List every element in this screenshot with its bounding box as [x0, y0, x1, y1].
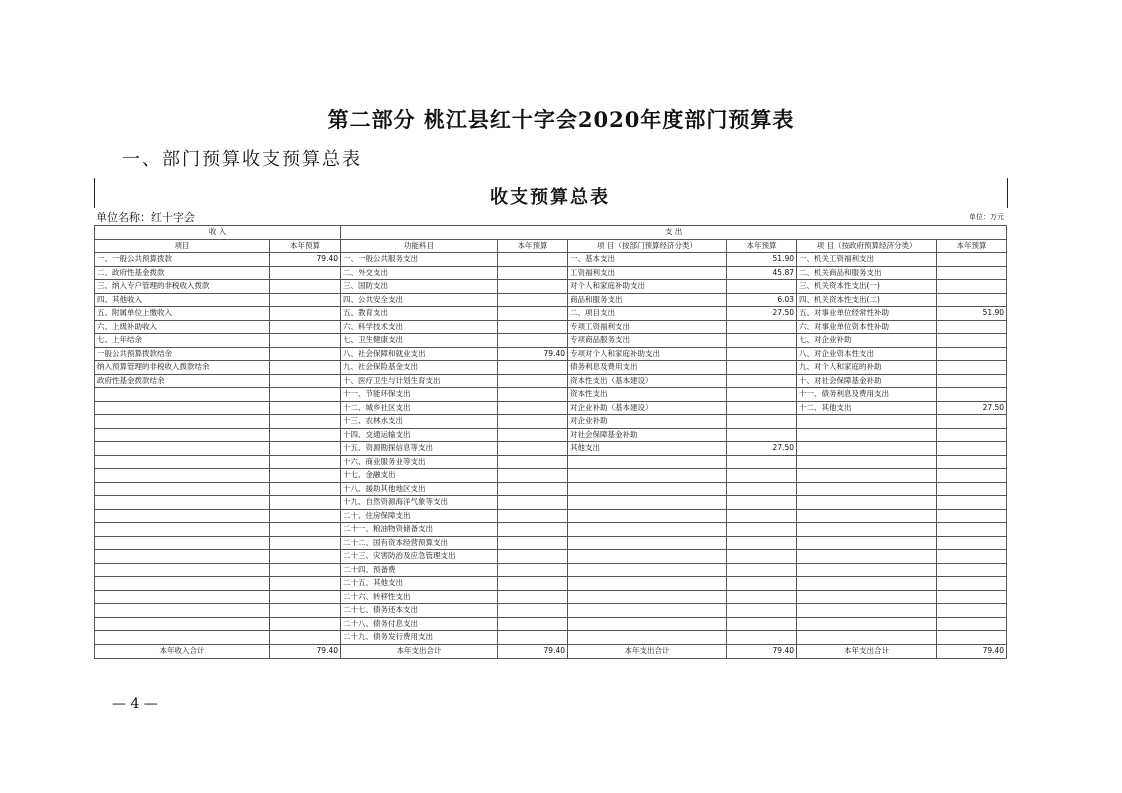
table-cell: 纳入预算管理的非税收入拨款结余 [95, 361, 270, 375]
table-cell: 79.40 [498, 347, 568, 361]
table-cell [937, 334, 1007, 348]
table-cell [797, 509, 937, 523]
table-cell [568, 469, 727, 483]
table-cell [498, 482, 568, 496]
table-cell [937, 388, 1007, 402]
table-cell [498, 509, 568, 523]
table-cell [270, 442, 341, 456]
table-cell [498, 428, 568, 442]
table-cell [270, 631, 341, 645]
table-cell [270, 280, 341, 294]
table-cell [95, 590, 270, 604]
table-cell: 二十七、债务还本支出 [341, 604, 498, 618]
table-cell: 十七、金融支出 [341, 469, 498, 483]
table-row [95, 482, 1007, 496]
table-cell: 商品和服务支出 [568, 293, 727, 307]
table-cell [498, 388, 568, 402]
total-cell: 79.40 [937, 644, 1007, 658]
table-cell: 二十五、其他支出 [341, 577, 498, 591]
table-cell [498, 415, 568, 429]
table-cell: 六、上级补助收入 [95, 320, 270, 334]
table-cell [568, 523, 727, 537]
table-cell [270, 374, 341, 388]
table-cell [270, 334, 341, 348]
table-cell [568, 604, 727, 618]
table-cell [95, 550, 270, 564]
column-header-cell: 本年预算 [727, 239, 797, 253]
table-cell [797, 455, 937, 469]
table-cell [270, 469, 341, 483]
table-cell [937, 523, 1007, 537]
table-cell [727, 590, 797, 604]
table-cell [270, 590, 341, 604]
table-row [95, 266, 1007, 280]
table-cell [270, 361, 341, 375]
table-row [95, 320, 1007, 334]
table-cell [498, 617, 568, 631]
table-cell [498, 266, 568, 280]
total-cell: 79.40 [498, 644, 568, 658]
table-cell [797, 631, 937, 645]
table-cell [727, 428, 797, 442]
table-cell [95, 455, 270, 469]
table-cell: 45.87 [727, 266, 797, 280]
table-cell: 四、机关资本性支出(二) [797, 293, 937, 307]
table-cell: 6.03 [727, 293, 797, 307]
table-cell: 一般公共预算拨款结余 [95, 347, 270, 361]
table-cell: 十、医疗卫生与计划生育支出 [341, 374, 498, 388]
table-cell [937, 320, 1007, 334]
section-heading: 一、部门预算收支预算总表 [122, 149, 362, 170]
table-row [95, 415, 1007, 429]
table-row [95, 536, 1007, 550]
table-cell [498, 631, 568, 645]
table-row [95, 388, 1007, 402]
table-cell: 27.50 [937, 401, 1007, 415]
table-cell [498, 361, 568, 375]
table-cell [727, 577, 797, 591]
table-cell [498, 334, 568, 348]
table-cell [937, 482, 1007, 496]
table-cell [95, 482, 270, 496]
table-cell: 十九、自然资源海洋气象等支出 [341, 496, 498, 510]
table-cell [270, 266, 341, 280]
table-cell [568, 563, 727, 577]
table-cell [568, 550, 727, 564]
table-row [95, 361, 1007, 375]
table-cell [270, 415, 341, 429]
table-cell [498, 320, 568, 334]
column-header-cell: 本年预算 [937, 239, 1007, 253]
table-cell: 十六、商业服务业等支出 [341, 455, 498, 469]
table-cell: 二、政府性基金拨款 [95, 266, 270, 280]
table-cell: 政府性基金拨款结余 [95, 374, 270, 388]
table-row [95, 577, 1007, 591]
table-cell [270, 563, 341, 577]
total-cell: 本年支出合计 [568, 644, 727, 658]
table-cell: 四、公共安全支出 [341, 293, 498, 307]
table-row [95, 523, 1007, 537]
table-cell [498, 442, 568, 456]
table-cell: 九、社会保险基金支出 [341, 361, 498, 375]
table-cell [95, 401, 270, 415]
document-title: 第二部分 桃江县红十字会2020年度部门预算表 [327, 107, 795, 132]
table-cell [95, 523, 270, 537]
table-cell [498, 280, 568, 294]
table-cell [270, 388, 341, 402]
table-cell [797, 469, 937, 483]
table-cell [727, 280, 797, 294]
table-cell [498, 563, 568, 577]
table-cell [95, 388, 270, 402]
table-cell: 其他支出 [568, 442, 727, 456]
table-cell [568, 577, 727, 591]
table-cell [937, 361, 1007, 375]
table-cell [270, 617, 341, 631]
table-cell [797, 482, 937, 496]
table-cell [937, 266, 1007, 280]
table-cell: 79.40 [270, 253, 341, 267]
table-cell [937, 496, 1007, 510]
table-cell [727, 361, 797, 375]
table-cell [727, 347, 797, 361]
table-body [95, 253, 1007, 645]
table-cell: 51.90 [937, 307, 1007, 321]
table-cell: 对个人和家庭补助支出 [568, 280, 727, 294]
table-cell [727, 334, 797, 348]
table-cell [270, 550, 341, 564]
table-cell [568, 631, 727, 645]
table-cell [797, 496, 937, 510]
table-cell: 一、基本支出 [568, 253, 727, 267]
table-row [95, 563, 1007, 577]
table-cell: 六、对事业单位资本性补助 [797, 320, 937, 334]
table-row [95, 509, 1007, 523]
table-cell: 二十六、转移性支出 [341, 590, 498, 604]
table-cell: 对社会保障基金补助 [568, 428, 727, 442]
table-cell: 十三、农林水支出 [341, 415, 498, 429]
column-header-row [95, 239, 1007, 253]
table-cell [568, 536, 727, 550]
table-row [95, 550, 1007, 564]
table-cell [937, 550, 1007, 564]
table-cell: 八、对企业资本性支出 [797, 347, 937, 361]
table-cell: 二、外交支出 [341, 266, 498, 280]
table-cell: 对企业补助（基本建设） [568, 401, 727, 415]
table-title: 收支预算总表 [490, 187, 610, 208]
table-row [95, 401, 1007, 415]
total-cell: 79.40 [270, 644, 341, 658]
table-cell [727, 401, 797, 415]
table-cell [270, 509, 341, 523]
table-cell: 三、国防支出 [341, 280, 498, 294]
table-cell [797, 590, 937, 604]
table-cell [270, 604, 341, 618]
table-cell [568, 509, 727, 523]
table-cell: 债务利息及费用支出 [568, 361, 727, 375]
table-cell [95, 509, 270, 523]
table-cell [937, 347, 1007, 361]
table-cell [270, 347, 341, 361]
table-cell: 五、附属单位上缴收入 [95, 307, 270, 321]
table-cell: 十二、城乡社区支出 [341, 401, 498, 415]
table-cell [270, 320, 341, 334]
total-cell: 本年支出合计 [341, 644, 498, 658]
table-cell [270, 428, 341, 442]
table-row [95, 496, 1007, 510]
column-header-cell: 本年预算 [498, 239, 568, 253]
table-cell [568, 590, 727, 604]
table-cell [498, 536, 568, 550]
table-row [95, 293, 1007, 307]
table-cell [727, 563, 797, 577]
income-group-header: 收 入 [95, 226, 341, 240]
column-header-cell: 项 目（按政府预算经济分类） [797, 239, 937, 253]
table-cell [937, 293, 1007, 307]
table-cell [498, 469, 568, 483]
table-cell: 专项商品服务支出 [568, 334, 727, 348]
table-row [95, 253, 1007, 267]
table-cell: 二、项目支出 [568, 307, 727, 321]
table-cell [797, 604, 937, 618]
table-row [95, 469, 1007, 483]
column-header-cell: 项目 [95, 239, 270, 253]
table-cell: 七、上年结余 [95, 334, 270, 348]
table-cell: 十一、节能环保支出 [341, 388, 498, 402]
table-row [95, 280, 1007, 294]
table-cell [937, 590, 1007, 604]
table-cell: 一、一般公共服务支出 [341, 253, 498, 267]
table-cell [498, 253, 568, 267]
table-cell: 五、教育支出 [341, 307, 498, 321]
table-cell: 专项工资福利支出 [568, 320, 727, 334]
table-row [95, 617, 1007, 631]
table-row [95, 428, 1007, 442]
table-cell [937, 469, 1007, 483]
table-cell [95, 563, 270, 577]
group-header-row [95, 226, 1007, 240]
table-cell [797, 577, 937, 591]
table-cell [727, 455, 797, 469]
table-cell: 九、对个人和家庭的补助 [797, 361, 937, 375]
table-cell [937, 536, 1007, 550]
table-cell: 十二、其他支出 [797, 401, 937, 415]
table-cell [797, 428, 937, 442]
table-cell: 二、机关商品和服务支出 [797, 266, 937, 280]
table-cell: 二十一、粮油物资储备支出 [341, 523, 498, 537]
table-row [95, 442, 1007, 456]
table-cell [270, 307, 341, 321]
table-cell [937, 604, 1007, 618]
table-cell: 十八、援助其他地区支出 [341, 482, 498, 496]
table-cell [498, 550, 568, 564]
table-cell [727, 320, 797, 334]
table-cell [95, 631, 270, 645]
table-cell [95, 428, 270, 442]
table-cell [95, 442, 270, 456]
table-cell [727, 617, 797, 631]
table-cell [727, 374, 797, 388]
table-cell: 六、科学技术支出 [341, 320, 498, 334]
table-cell [498, 604, 568, 618]
table-cell [95, 496, 270, 510]
unit-currency: 单位：万元 [969, 213, 1004, 221]
table-cell [270, 523, 341, 537]
table-cell: 二十四、预备费 [341, 563, 498, 577]
table-cell [498, 590, 568, 604]
table-cell: 三、纳入专户管理的非税收入拨款 [95, 280, 270, 294]
table-cell [797, 523, 937, 537]
table-cell [95, 469, 270, 483]
table-cell: 二十三、灾害防治及应急管理支出 [341, 550, 498, 564]
table-cell [270, 401, 341, 415]
table-cell [568, 617, 727, 631]
table-cell [498, 293, 568, 307]
table-row [95, 307, 1007, 321]
table-cell [937, 428, 1007, 442]
total-row [95, 644, 1007, 658]
table-cell [937, 280, 1007, 294]
table-row [95, 455, 1007, 469]
table-cell [797, 415, 937, 429]
table-cell [937, 563, 1007, 577]
table-row [95, 334, 1007, 348]
table-cell [498, 401, 568, 415]
table-cell: 工资福利支出 [568, 266, 727, 280]
table-cell: 一、机关工资福利支出 [797, 253, 937, 267]
table-cell: 五、对事业单位经常性补助 [797, 307, 937, 321]
table-cell [95, 415, 270, 429]
table-cell [727, 482, 797, 496]
column-header-cell: 功能科目 [341, 239, 498, 253]
table-cell [727, 388, 797, 402]
total-cell: 本年支出合计 [797, 644, 937, 658]
table-cell: 资本性支出（基本建设） [568, 374, 727, 388]
table-cell: 二十八、债务付息支出 [341, 617, 498, 631]
table-cell [937, 631, 1007, 645]
table-cell [568, 496, 727, 510]
table-cell [797, 563, 937, 577]
table-cell: 对企业补助 [568, 415, 727, 429]
column-header-cell: 项 目（按部门预算经济分类） [568, 239, 727, 253]
table-cell: 一、一般公共预算拨款 [95, 253, 270, 267]
table-cell [727, 469, 797, 483]
unit-name: 单位名称：红十字会 [96, 211, 195, 224]
table-cell [95, 617, 270, 631]
table-cell [937, 374, 1007, 388]
table-cell [498, 496, 568, 510]
table-cell [498, 455, 568, 469]
page-number: — 4 — [112, 696, 158, 712]
table-cell [937, 617, 1007, 631]
total-cell: 本年收入合计 [95, 644, 270, 658]
table-cell [270, 482, 341, 496]
table-cell [727, 415, 797, 429]
table-cell: 七、对企业补助 [797, 334, 937, 348]
table-cell: 二十、住房保障支出 [341, 509, 498, 523]
table-cell [498, 577, 568, 591]
table-row [95, 347, 1007, 361]
table-cell: 27.50 [727, 307, 797, 321]
table-cell [498, 307, 568, 321]
table-cell [270, 496, 341, 510]
table-cell: 资本性支出 [568, 388, 727, 402]
table-cell: 四、其他收入 [95, 293, 270, 307]
table-cell [937, 577, 1007, 591]
table-cell: 十、对社会保障基金补助 [797, 374, 937, 388]
table-cell [727, 523, 797, 537]
table-cell: 三、机关资本性支出(一) [797, 280, 937, 294]
table-row [95, 590, 1007, 604]
table-cell [797, 550, 937, 564]
table-cell: 51.90 [727, 253, 797, 267]
table-cell [727, 509, 797, 523]
table-cell: 十一、债务利息及费用支出 [797, 388, 937, 402]
table-row [95, 374, 1007, 388]
table-cell [727, 496, 797, 510]
table-cell [937, 442, 1007, 456]
table-cell [95, 536, 270, 550]
table-cell [568, 455, 727, 469]
table-cell [937, 455, 1007, 469]
table-cell [95, 577, 270, 591]
table-cell [937, 415, 1007, 429]
expense-group-header: 支 出 [341, 226, 1007, 240]
table-cell: 二十二、国有资本经营预算支出 [341, 536, 498, 550]
table-cell [95, 604, 270, 618]
table-cell: 十五、资源勘探信息等支出 [341, 442, 498, 456]
table-cell [727, 536, 797, 550]
table-cell [797, 442, 937, 456]
table-cell [270, 293, 341, 307]
table-cell: 专项对个人和家庭补助支出 [568, 347, 727, 361]
table-cell [797, 536, 937, 550]
table-cell [727, 631, 797, 645]
table-cell [568, 482, 727, 496]
table-cell: 二十九、债务发行费用支出 [341, 631, 498, 645]
table-cell: 八、社会保障和就业支出 [341, 347, 498, 361]
table-cell [270, 455, 341, 469]
table-cell: 27.50 [727, 442, 797, 456]
table-cell [498, 374, 568, 388]
table-cell [270, 536, 341, 550]
table-cell [937, 509, 1007, 523]
total-cell: 79.40 [727, 644, 797, 658]
table-cell [937, 253, 1007, 267]
table-cell: 十四、交通运输支出 [341, 428, 498, 442]
table-cell [270, 577, 341, 591]
table-cell: 七、卫生健康支出 [341, 334, 498, 348]
table-cell [727, 550, 797, 564]
table-row [95, 604, 1007, 618]
budget-summary-table [94, 225, 1007, 659]
table-cell [727, 604, 797, 618]
table-cell [797, 617, 937, 631]
column-header-cell: 本年预算 [270, 239, 341, 253]
table-row [95, 631, 1007, 645]
table-cell [498, 523, 568, 537]
